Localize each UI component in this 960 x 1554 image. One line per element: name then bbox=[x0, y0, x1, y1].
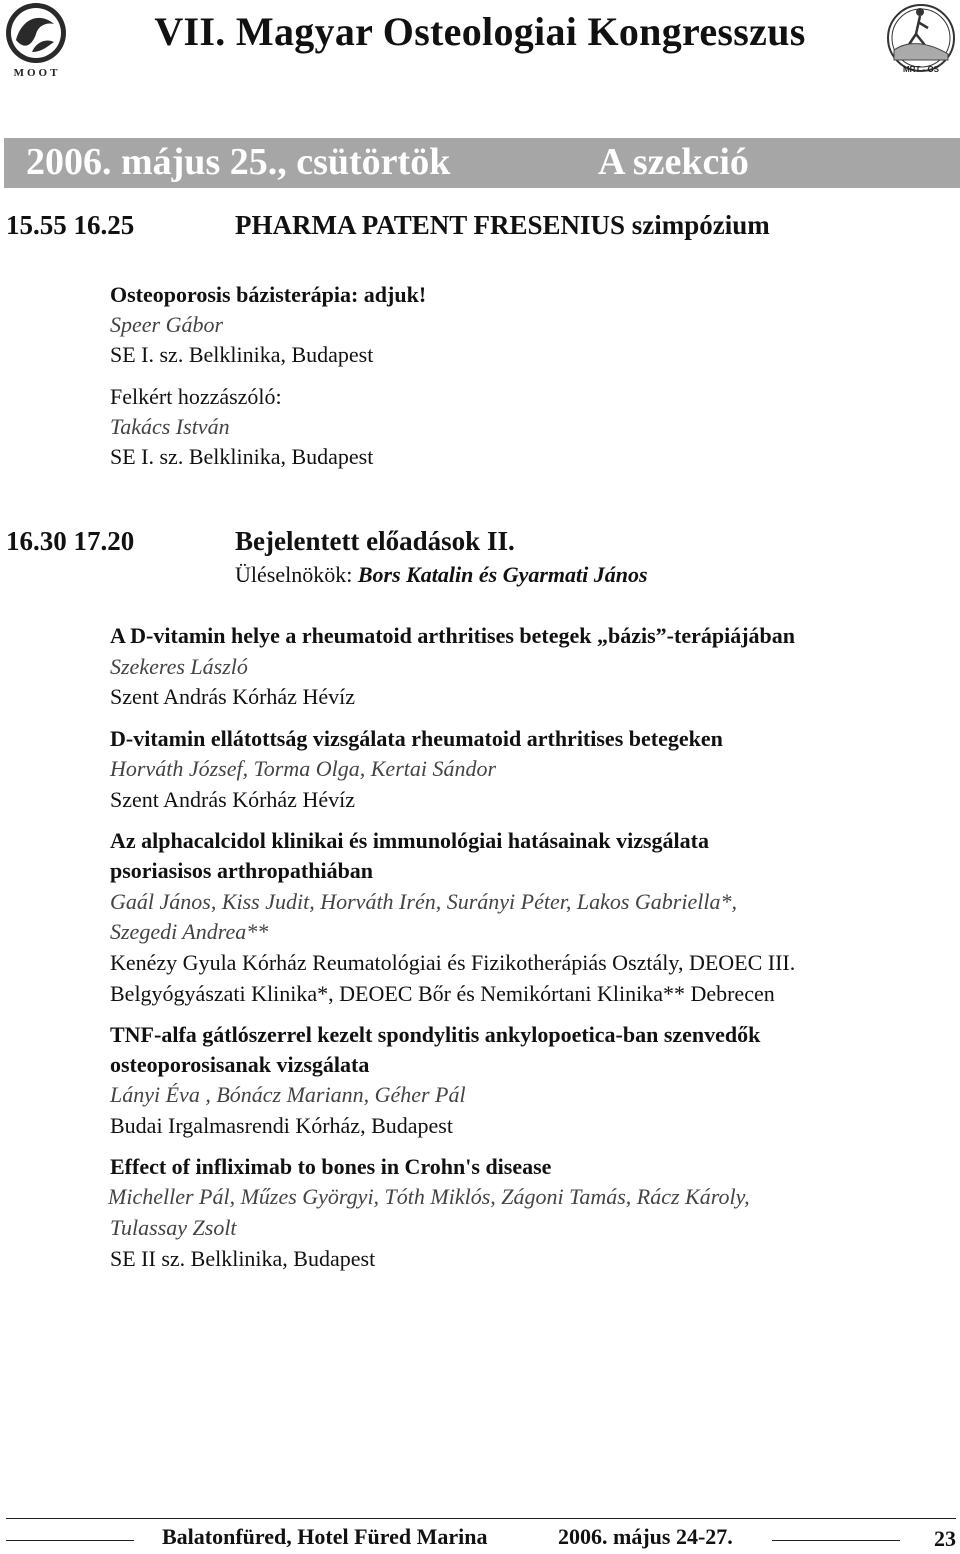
talk-5-authors-line1: Micheller Pál, Műzes Györgyi, Tóth Miklós, Zágoni Tamás, Rácz Károly, bbox=[108, 1184, 750, 1209]
chairs-names: Bors Katalin és Gyarmati János bbox=[357, 562, 648, 587]
talk-4-title-line2: osteoporosisanak vizsgálata bbox=[110, 1052, 370, 1077]
discussant-name: Takács István bbox=[110, 414, 230, 439]
talk-4-title-line1: TNF-alfa gátlószerrel kezelt spondylitis ankylopoetica-ban szenvedők bbox=[110, 1022, 761, 1047]
talk-2-authors: Horváth József, Torma Olga, Kertai Sándor bbox=[110, 756, 497, 781]
talk-3-title-line2: psoriasisos arthropathiában bbox=[110, 858, 374, 883]
discussant-affiliation: SE I. sz. Belklinika, Budapest bbox=[110, 444, 374, 469]
talk-1-title: A D-vitamin helye a rheumatoid arthritises betegek „bázis”-terápiájában bbox=[110, 623, 795, 648]
talk-5-affiliation: SE II sz. Belklinika, Budapest bbox=[110, 1246, 376, 1271]
talk-3-authors-line1: Gaál János, Kiss Judit, Horváth Irén, Surányi Péter, Lakos Gabriella*, bbox=[110, 889, 737, 914]
talk-4-authors: Lányi Éva , Bónácz Mariann, Géher Pál bbox=[110, 1082, 466, 1107]
mrt-os-logo-text: MRT - OS bbox=[903, 65, 939, 74]
section-name: A szekció bbox=[598, 141, 749, 183]
session1-title: PHARMA PATENT FRESENIUS szimpózium bbox=[235, 210, 770, 240]
session1-talk-affiliation: SE I. sz. Belklinika, Budapest bbox=[110, 342, 374, 367]
talk-5-authors-line2: Tulassay Zsolt bbox=[110, 1215, 237, 1240]
session2-time: 16.30 17.20 bbox=[6, 526, 135, 556]
session1-talk-author: Speer Gábor bbox=[110, 312, 224, 337]
day-date: 2006. május 25., csütörtök bbox=[26, 141, 451, 183]
session1-time: 15.55 16.25 bbox=[6, 210, 135, 240]
moot-logo-text: MOOT bbox=[13, 67, 61, 79]
talk-3-title-line1: Az alphacalcidol klinikai és immunológiai hatásainak vizsgálata bbox=[110, 828, 709, 853]
session-chairs bbox=[235, 562, 648, 588]
footer-rule-left bbox=[6, 1540, 134, 1541]
talk-1-authors: Szekeres László bbox=[110, 654, 248, 679]
session1-talk-title: Osteoporosis bázisterápia: adjuk! bbox=[110, 282, 427, 307]
footer-rule-right bbox=[772, 1540, 900, 1541]
talk-3-affiliation-line1: Kenézy Gyula Kórház Reumatológiai és Fizikotherápiás Osztály, DEOEC III. bbox=[110, 950, 796, 975]
talk-3-authors-line2: Szegedi Andrea** bbox=[110, 919, 269, 944]
mrt-os-logo bbox=[884, 0, 958, 80]
page-number: 23 bbox=[934, 1526, 956, 1551]
footer-venue: Balatonfüred, Hotel Füred Marina bbox=[162, 1524, 488, 1549]
talk-2-affiliation: Szent András Kórház Hévíz bbox=[110, 787, 355, 812]
page-header-title: VII. Magyar Osteologiai Kongresszus bbox=[154, 9, 806, 54]
footer-top-rule bbox=[6, 1518, 956, 1519]
session2-title: Bejelentett előadások II. bbox=[235, 526, 515, 556]
chairs-label: Üléselnökök: bbox=[235, 562, 353, 587]
talk-2-title: D-vitamin ellátottság vizsgálata rheumatoid arthritises betegeken bbox=[110, 726, 723, 751]
footer-dates: 2006. május 24-27. bbox=[558, 1524, 733, 1549]
talk-4-affiliation: Budai Irgalmasrendi Kórház, Budapest bbox=[110, 1113, 453, 1138]
discussant-label: Felkért hozzászóló: bbox=[110, 384, 282, 409]
talk-3-affiliation-line2: Belgyógyászati Klinika*, DEOEC Bőr és Nemikórtani Klinika** Debrecen bbox=[110, 981, 775, 1006]
talk-5-title: Effect of infliximab to bones in Crohn's disease bbox=[110, 1154, 552, 1179]
talk-1-affiliation: Szent András Kórház Hévíz bbox=[110, 684, 355, 709]
